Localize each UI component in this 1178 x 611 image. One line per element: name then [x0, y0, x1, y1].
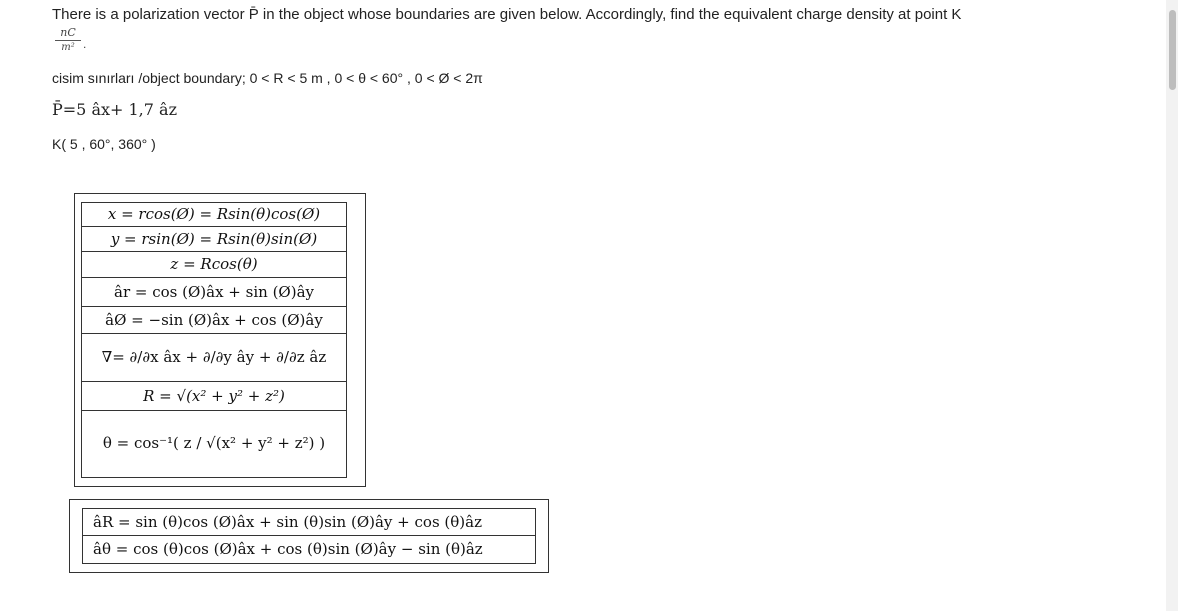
row-x-transform: x = rcos(Ø) = Rsin(θ)cos(Ø) — [82, 203, 346, 227]
row-a-phi: âØ = −sin (Ø)âx + cos (Ø)ây — [82, 307, 346, 334]
formula-table-2-inner — [82, 508, 536, 564]
point-k: K( 5 , 60°, 360° ) — [52, 136, 156, 152]
row-a-theta: âθ = cos (θ)cos (Ø)âx + cos (θ)sin (Ø)ây − sin (θ)âz — [93, 540, 483, 558]
scrollbar-thumb[interactable] — [1169, 10, 1176, 90]
row-r-magnitude: R = √(x² + y² + z²) — [82, 382, 346, 411]
row-y-transform: y = rsin(Ø) = Rsin(θ)sin(Ø) — [82, 227, 346, 252]
formula-table-1-inner — [81, 202, 347, 478]
boundary-text: cisim sınırları /object boundary; 0 < R < 5 m , 0 < θ < 60° , 0 < Ø < 2π — [52, 70, 483, 86]
formula-table-2 — [69, 499, 549, 573]
unit-fraction — [55, 26, 81, 53]
polarization-vector: P̄=5 âx+ 1,7 âz — [52, 100, 177, 119]
unit-suffix: . — [83, 37, 87, 51]
unit-denominator: m² — [61, 42, 75, 53]
row-a-R: âR = sin (θ)cos (Ø)âx + sin (θ)sin (Ø)ây + cos (θ)âz — [83, 509, 535, 536]
row-z-transform: z = Rcos(θ) — [82, 252, 346, 278]
vertical-scrollbar[interactable] — [1166, 0, 1178, 611]
row-theta: θ = cos⁻¹( z / √(x² + y² + z²) ) — [102, 434, 326, 452]
question-text: There is a polarization vector P̄ in the object whose boundaries are given below. Accordingly, find the equivalent charge density at point K — [52, 6, 962, 23]
unit-numerator: nC — [55, 26, 81, 41]
row-a-r: âr = cos (Ø)âx + sin (Ø)ây — [82, 278, 346, 307]
formula-table-1 — [74, 193, 366, 487]
row-nabla: ∇= ∂/∂x âx + ∂/∂y ây + ∂/∂z âz — [82, 334, 346, 382]
